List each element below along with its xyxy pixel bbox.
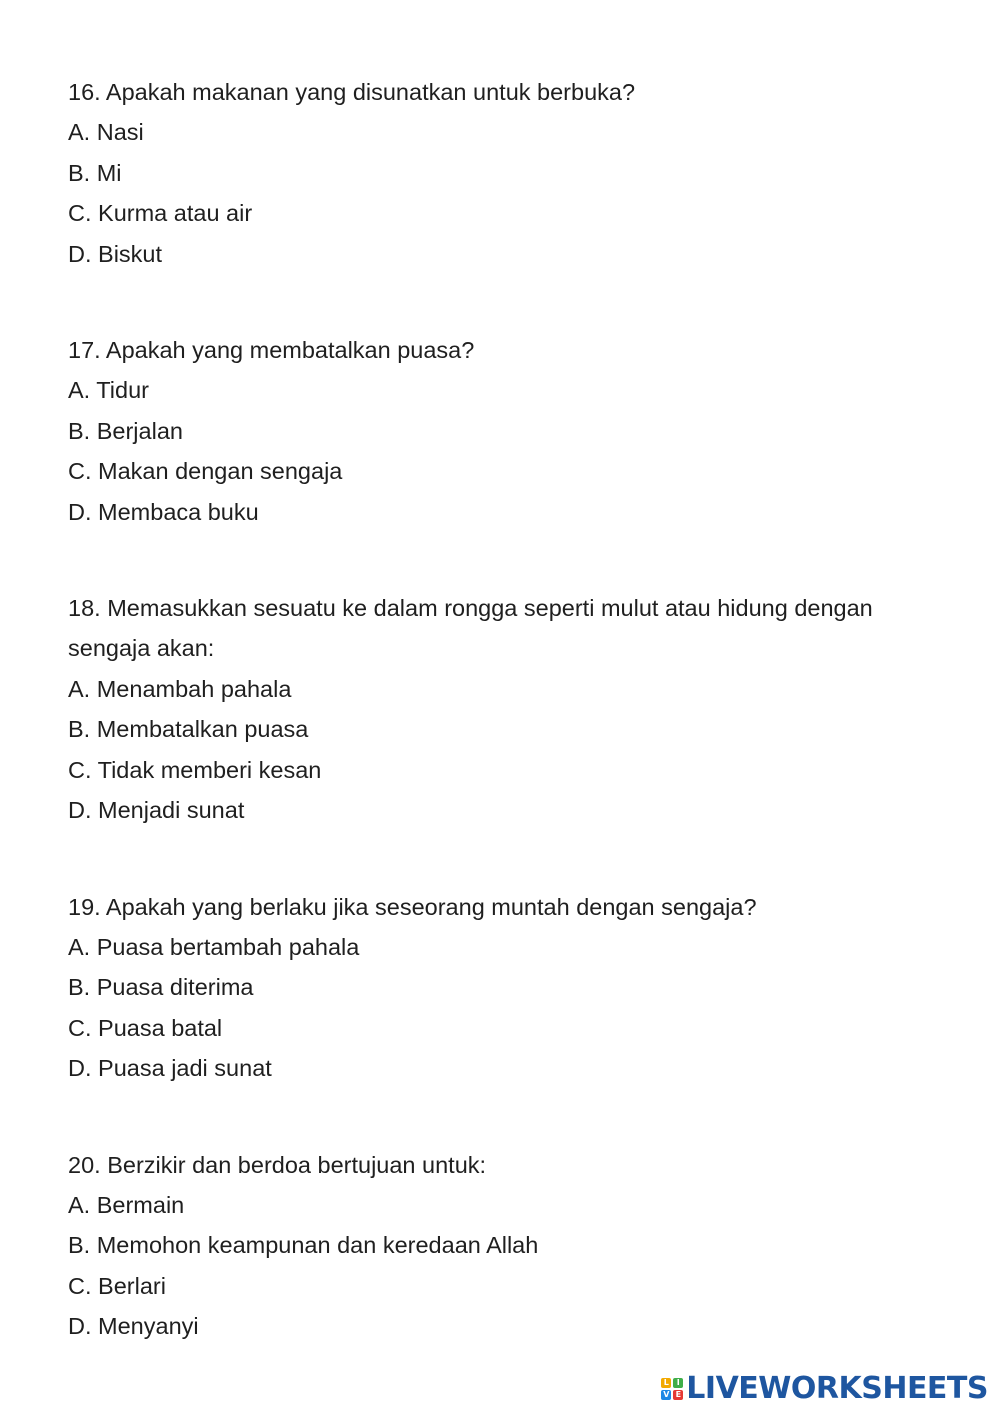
question-19 bbox=[68, 887, 948, 1089]
option-a: A. Bermain bbox=[68, 1191, 185, 1218]
option-b: B. Berjalan bbox=[68, 417, 183, 444]
question-17 bbox=[68, 330, 948, 532]
option-a: A. Puasa bertambah pahala bbox=[68, 933, 360, 960]
option-c: C. Berlari bbox=[68, 1272, 166, 1299]
question-text: 19. Apakah yang berlaku jika seseorang muntah dengan sengaja? bbox=[68, 893, 757, 920]
question-16 bbox=[68, 72, 948, 274]
question-text: 16. Apakah makanan yang disunatkan untuk berbuka? bbox=[68, 79, 636, 105]
option-b: B. Memohon keampunan dan keredaan Allah bbox=[68, 1232, 539, 1259]
option-d: D. Menjadi sunat bbox=[68, 797, 245, 824]
logo-letter-l: L bbox=[661, 1378, 671, 1388]
question-text: 17. Apakah yang membatalkan puasa? bbox=[68, 337, 475, 364]
question-text: 20. Berzikir dan berdoa bertujuan untuk: bbox=[68, 1151, 487, 1178]
option-d: D. Puasa jadi sunat bbox=[68, 1055, 272, 1082]
logo-letter-e: E bbox=[673, 1390, 683, 1400]
option-a: A. Tidur bbox=[68, 377, 149, 404]
option-c: C. Kurma atau air bbox=[68, 200, 253, 227]
option-d: D. Membaca buku bbox=[68, 498, 259, 525]
option-b: B. Mi bbox=[68, 159, 122, 186]
question-20 bbox=[68, 1145, 948, 1347]
logo-text: LIVEWORKSHEETS bbox=[686, 1371, 988, 1406]
question-18 bbox=[68, 588, 948, 830]
option-b: B. Puasa diterima bbox=[68, 974, 254, 1001]
option-c: C. Makan dengan sengaja bbox=[68, 458, 343, 485]
option-a: A. Menambah pahala bbox=[68, 675, 292, 702]
option-d: D. Menyanyi bbox=[68, 1313, 199, 1340]
option-c: C. Tidak memberi kesan bbox=[68, 756, 322, 783]
logo-letter-v: V bbox=[663, 1390, 670, 1399]
option-c: C. Puasa batal bbox=[68, 1014, 223, 1041]
question-text: 18. Memasukkan sesuatu ke dalam rongga seperti mulut atau hidung dengan sengaja akan: bbox=[68, 595, 873, 662]
liveworksheets-logo bbox=[661, 1371, 988, 1406]
option-b: B. Membatalkan puasa bbox=[68, 716, 309, 743]
option-a: A. Nasi bbox=[68, 119, 144, 146]
worksheet-body bbox=[68, 72, 948, 1403]
logo-letter-i: I bbox=[673, 1378, 683, 1388]
logo-mark-icon bbox=[661, 1378, 683, 1400]
option-d: D. Biskut bbox=[68, 240, 163, 267]
